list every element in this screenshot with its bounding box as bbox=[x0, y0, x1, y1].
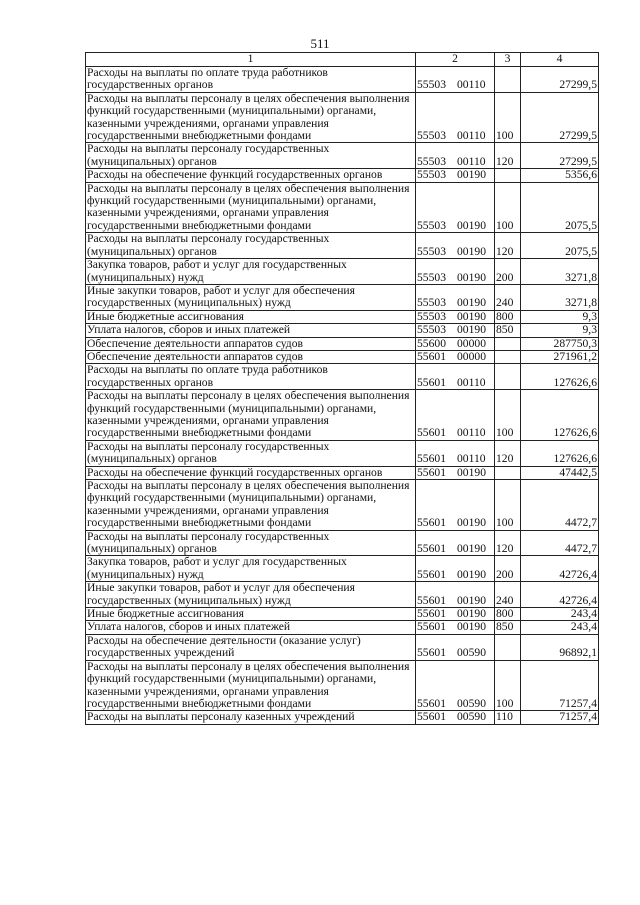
row-amount: 42726,4 bbox=[521, 556, 599, 582]
row-expense-type: 100 bbox=[495, 92, 521, 143]
row-code bbox=[416, 530, 495, 556]
row-amount: 2075,5 bbox=[521, 233, 599, 259]
row-code-program: 55601 bbox=[417, 696, 446, 710]
row-amount: 71257,4 bbox=[521, 660, 599, 711]
row-amount: 4472,7 bbox=[521, 530, 599, 556]
row-description: Иные закупки товаров, работ и услуг для обеспечения государственных (муниципальных) нужд bbox=[86, 284, 416, 310]
row-amount: 9,3 bbox=[521, 324, 599, 337]
page-number: 511 bbox=[310, 36, 330, 51]
row-code-program: 55601 bbox=[417, 567, 446, 581]
row-amount: 5356,6 bbox=[521, 169, 599, 182]
row-code bbox=[416, 390, 495, 441]
row-description: Расходы на обеспечение деятельности (оказание услуг) государственных учреждений bbox=[86, 634, 416, 660]
row-expense-type: 240 bbox=[495, 582, 521, 608]
row-expense-type: 200 bbox=[495, 259, 521, 285]
row-code-direction: 00590 bbox=[457, 696, 486, 710]
row-description: Расходы на выплаты персоналу в целях обеспечения выполнения функций государственными (муниципальными) органами, казенными учреждениями, органами управления государственными внебюджетными фондами bbox=[86, 92, 416, 143]
row-expense-type bbox=[495, 634, 521, 660]
row-code-program: 55600 bbox=[417, 336, 446, 350]
row-code bbox=[416, 169, 495, 182]
table-row bbox=[86, 233, 599, 259]
row-code-direction: 00190 bbox=[457, 323, 486, 337]
row-code-program: 55601 bbox=[417, 542, 446, 556]
table-row bbox=[86, 364, 599, 390]
row-description: Расходы на выплаты персоналу государственных (муниципальных) органов bbox=[86, 233, 416, 259]
row-amount: 27299,5 bbox=[521, 92, 599, 143]
row-description: Уплата налогов, сборов и иных платежей bbox=[86, 621, 416, 634]
table-row bbox=[86, 310, 599, 323]
table-row bbox=[86, 324, 599, 337]
row-expense-type bbox=[495, 350, 521, 363]
row-amount: 127626,6 bbox=[521, 440, 599, 466]
row-code-direction: 00190 bbox=[457, 542, 486, 556]
table-row bbox=[86, 582, 599, 608]
row-description: Расходы на обеспечение функций государственных органов bbox=[86, 466, 416, 479]
row-code-direction: 00000 bbox=[457, 336, 486, 350]
row-description: Закупка товаров, работ и услуг для государственных (муниципальных) нужд bbox=[86, 259, 416, 285]
row-code bbox=[416, 608, 495, 621]
budget-table-body bbox=[86, 53, 599, 725]
row-code bbox=[416, 621, 495, 634]
row-code-program: 55503 bbox=[417, 323, 446, 337]
table-row bbox=[86, 337, 599, 350]
row-expense-type: 100 bbox=[495, 480, 521, 531]
row-code-direction: 00190 bbox=[457, 516, 486, 530]
table-row bbox=[86, 143, 599, 169]
row-code-program: 55503 bbox=[417, 218, 446, 232]
row-code-program: 55503 bbox=[417, 244, 446, 258]
row-code-program: 55601 bbox=[417, 593, 446, 607]
table-row bbox=[86, 350, 599, 363]
row-expense-type: 800 bbox=[495, 310, 521, 323]
row-amount: 243,4 bbox=[521, 608, 599, 621]
row-code bbox=[416, 556, 495, 582]
row-code-program: 55601 bbox=[417, 452, 446, 466]
row-code-direction: 00190 bbox=[457, 607, 486, 621]
row-code-direction: 00190 bbox=[457, 465, 486, 479]
table-row bbox=[86, 530, 599, 556]
row-description: Расходы на обеспечение функций государственных органов bbox=[86, 169, 416, 182]
row-amount: 127626,6 bbox=[521, 364, 599, 390]
row-description: Обеспечение деятельности аппаратов судов bbox=[86, 337, 416, 350]
row-description: Иные бюджетные ассигнования bbox=[86, 310, 416, 323]
row-amount: 243,4 bbox=[521, 621, 599, 634]
row-code bbox=[416, 364, 495, 390]
row-code bbox=[416, 324, 495, 337]
row-description: Расходы на выплаты персоналу казенных учреждений bbox=[86, 711, 416, 724]
row-description: Иные закупки товаров, работ и услуг для обеспечения государственных (муниципальных) нужд bbox=[86, 582, 416, 608]
row-code bbox=[416, 634, 495, 660]
row-expense-type bbox=[495, 466, 521, 479]
table-row bbox=[86, 440, 599, 466]
row-code-direction: 00190 bbox=[457, 244, 486, 258]
row-code-direction: 00190 bbox=[457, 218, 486, 232]
row-code bbox=[416, 480, 495, 531]
row-description: Расходы на выплаты по оплате труда работников государственных органов bbox=[86, 364, 416, 390]
row-code-program: 55503 bbox=[417, 309, 446, 323]
row-description: Обеспечение деятельности аппаратов судов bbox=[86, 350, 416, 363]
row-description: Иные бюджетные ассигнования bbox=[86, 608, 416, 621]
row-code-direction: 00190 bbox=[457, 296, 486, 310]
table-row bbox=[86, 259, 599, 285]
row-description: Расходы на выплаты персоналу государственных (муниципальных) органов bbox=[86, 440, 416, 466]
row-code-direction: 00110 bbox=[457, 154, 486, 168]
row-code bbox=[416, 660, 495, 711]
row-code-direction: 00110 bbox=[457, 426, 486, 440]
row-code-program: 55601 bbox=[417, 349, 446, 363]
row-expense-type: 120 bbox=[495, 440, 521, 466]
table-row bbox=[86, 556, 599, 582]
row-description: Закупка товаров, работ и услуг для государственных (муниципальных) нужд bbox=[86, 556, 416, 582]
row-description: Расходы на выплаты персоналу в целях обеспечения выполнения функций государственными (муниципальными) органами, казенными учреждениями, органами управления государственными внебюджетными фондами bbox=[86, 660, 416, 711]
row-code-program: 55503 bbox=[417, 296, 446, 310]
row-expense-type bbox=[495, 169, 521, 182]
table-row bbox=[86, 466, 599, 479]
row-code-direction: 00110 bbox=[457, 375, 486, 389]
row-description: Расходы на выплаты персоналу государственных (муниципальных) органов bbox=[86, 530, 416, 556]
row-code-direction: 00590 bbox=[457, 710, 486, 724]
row-code bbox=[416, 92, 495, 143]
table-row bbox=[86, 390, 599, 441]
row-description: Расходы на выплаты персоналу в целях обеспечения выполнения функций государственными (муниципальными) органами, казенными учреждениями, органами управления государственными внебюджетными фондами bbox=[86, 182, 416, 233]
row-code-direction: 00110 bbox=[457, 452, 486, 466]
table-row bbox=[86, 634, 599, 660]
row-description: Расходы на выплаты персоналу в целях обеспечения выполнения функций государственными (муниципальными) органами, казенными учреждениями, органами управления государственными внебюджетными фондами bbox=[86, 390, 416, 441]
row-amount: 42726,4 bbox=[521, 582, 599, 608]
row-amount: 3271,8 bbox=[521, 284, 599, 310]
row-amount: 27299,5 bbox=[521, 143, 599, 169]
row-code-program: 55503 bbox=[417, 270, 446, 284]
column-header-name: 1 bbox=[86, 53, 416, 67]
row-code-direction: 00000 bbox=[457, 349, 486, 363]
row-code-program: 55503 bbox=[417, 129, 446, 143]
row-code bbox=[416, 143, 495, 169]
row-description: Расходы на выплаты персоналу в целях обеспечения выполнения функций государственными (муниципальными) органами, казенными учреждениями, органами управления государственными внебюджетными фондами bbox=[86, 480, 416, 531]
table-row bbox=[86, 621, 599, 634]
row-code-direction: 00110 bbox=[457, 129, 486, 143]
row-expense-type: 240 bbox=[495, 284, 521, 310]
table-row bbox=[86, 182, 599, 233]
row-code-direction: 00190 bbox=[457, 593, 486, 607]
column-header-type: 3 bbox=[495, 53, 521, 67]
row-code-program: 55601 bbox=[417, 516, 446, 530]
row-amount: 96892,1 bbox=[521, 634, 599, 660]
table-row bbox=[86, 480, 599, 531]
row-amount: 4472,7 bbox=[521, 480, 599, 531]
row-code-direction: 00190 bbox=[457, 309, 486, 323]
column-header-code: 2 bbox=[416, 53, 495, 67]
budget-table bbox=[85, 52, 599, 725]
row-expense-type: 120 bbox=[495, 530, 521, 556]
row-code-program: 55601 bbox=[417, 375, 446, 389]
row-amount: 27299,5 bbox=[521, 67, 599, 93]
row-expense-type: 110 bbox=[495, 711, 521, 724]
row-code-program: 55601 bbox=[417, 607, 446, 621]
row-expense-type: 100 bbox=[495, 390, 521, 441]
row-code bbox=[416, 711, 495, 724]
row-expense-type bbox=[495, 67, 521, 93]
column-header-amount: 4 bbox=[521, 53, 599, 67]
row-code bbox=[416, 582, 495, 608]
row-code bbox=[416, 337, 495, 350]
row-code-direction: 00190 bbox=[457, 270, 486, 284]
row-amount: 3271,8 bbox=[521, 259, 599, 285]
row-expense-type: 200 bbox=[495, 556, 521, 582]
row-code-direction: 00190 bbox=[457, 620, 486, 634]
row-code bbox=[416, 310, 495, 323]
row-code-program: 55601 bbox=[417, 710, 446, 724]
row-description: Расходы на выплаты по оплате труда работников государственных органов bbox=[86, 67, 416, 93]
row-code bbox=[416, 440, 495, 466]
table-row bbox=[86, 711, 599, 724]
row-description: Расходы на выплаты персоналу государственных (муниципальных) органов bbox=[86, 143, 416, 169]
row-code bbox=[416, 67, 495, 93]
row-code-program: 55503 bbox=[417, 168, 446, 182]
row-code-direction: 00190 bbox=[457, 168, 486, 182]
table-row bbox=[86, 608, 599, 621]
row-code-program: 55601 bbox=[417, 620, 446, 634]
row-expense-type: 850 bbox=[495, 324, 521, 337]
row-amount: 47442,5 bbox=[521, 466, 599, 479]
row-expense-type: 100 bbox=[495, 660, 521, 711]
row-code-program: 55503 bbox=[417, 78, 446, 92]
row-amount: 127626,6 bbox=[521, 390, 599, 441]
row-expense-type: 850 bbox=[495, 621, 521, 634]
row-code-direction: 00590 bbox=[457, 646, 486, 660]
row-expense-type: 800 bbox=[495, 608, 521, 621]
row-expense-type bbox=[495, 364, 521, 390]
row-amount: 2075,5 bbox=[521, 182, 599, 233]
row-code bbox=[416, 350, 495, 363]
table-row bbox=[86, 169, 599, 182]
row-expense-type bbox=[495, 337, 521, 350]
row-code-program: 55601 bbox=[417, 465, 446, 479]
row-code-program: 55601 bbox=[417, 426, 446, 440]
row-code bbox=[416, 233, 495, 259]
row-amount: 287750,3 bbox=[521, 337, 599, 350]
row-code bbox=[416, 284, 495, 310]
table-row bbox=[86, 660, 599, 711]
row-code-direction: 00190 bbox=[457, 567, 486, 581]
row-code bbox=[416, 466, 495, 479]
table-row bbox=[86, 92, 599, 143]
row-amount: 271961,2 bbox=[521, 350, 599, 363]
table-row bbox=[86, 67, 599, 93]
row-description: Уплата налогов, сборов и иных платежей bbox=[86, 324, 416, 337]
row-expense-type: 120 bbox=[495, 143, 521, 169]
row-expense-type: 100 bbox=[495, 182, 521, 233]
row-code bbox=[416, 182, 495, 233]
table-row bbox=[86, 284, 599, 310]
row-code-direction: 00110 bbox=[457, 78, 486, 92]
row-amount: 9,3 bbox=[521, 310, 599, 323]
row-code-program: 55503 bbox=[417, 154, 446, 168]
row-amount: 71257,4 bbox=[521, 711, 599, 724]
row-code-program: 55601 bbox=[417, 646, 446, 660]
row-expense-type: 120 bbox=[495, 233, 521, 259]
table-header-row bbox=[86, 53, 599, 67]
row-code bbox=[416, 259, 495, 285]
